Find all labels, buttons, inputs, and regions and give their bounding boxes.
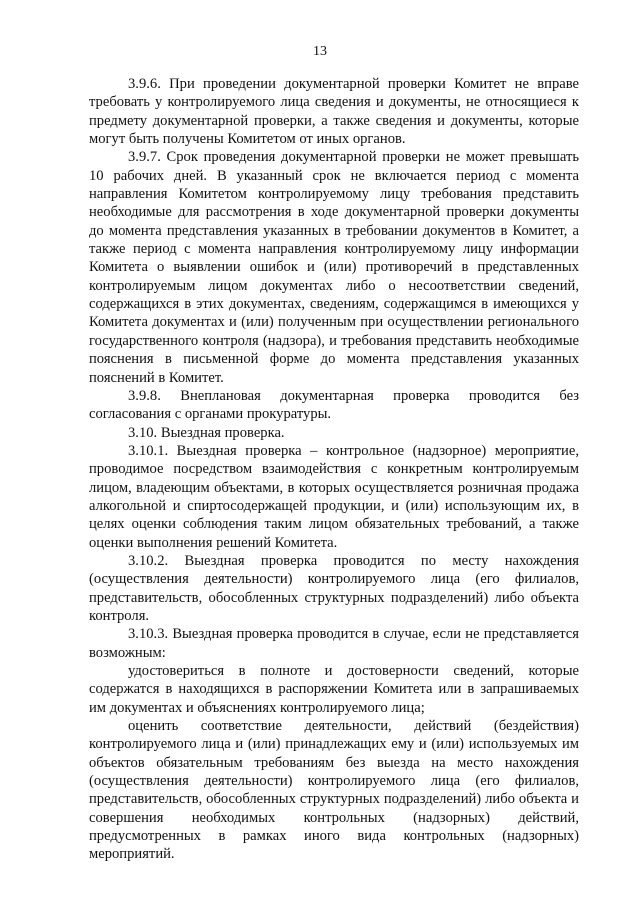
paragraph-3-9-7: 3.9.7. Срок проведения документарной проверки не может превышать 10 рабочих дней. В указанный срок не включается период с момента направления Комитетом контролируемому лицу требования представить необходимые для рассмотрения в ходе документарной проверки документы до момента представления указанных в требовании документов в Комитет, а также период с момента направления контролируемому лицу информации Комитета о выявлении ошибок и (или) противоречий в представленных контролируемым лицом документах либо о несоответствии сведений, содержащихся в этих документах, сведениям, содержащимся в имеющихся у Комитета документах и (или) полученным при осуществлении регионального государственного контроля (надзора), и требования представить необходимые пояснения в письменной форме до момента представления указанных пояснений в Комитет. <box>89 149 579 386</box>
page-number: 13 <box>313 44 327 59</box>
paragraph-3-10-2: 3.10.2. Выездная проверка проводится по месту нахождения (осуществления деятельности) контролируемого лица (его филиалов, представительств, обособленных структурных подразделений) либо объекта контроля. <box>89 552 579 624</box>
document-body <box>89 75 579 864</box>
section-heading-3-10: 3.10. Выездная проверка. <box>128 424 285 441</box>
list-item: удостовериться в полноте и достоверности сведений, которые содержатся в находящихся в распоряжении Комитета или в запрашиваемых им документах и объяснениях контролируемого лица; <box>89 663 579 716</box>
paragraph-3-9-8: 3.9.8. Внеплановая документарная проверка проводится без согласования с органами прокуратуры. <box>89 387 579 423</box>
paragraph-3-10-3: 3.10.3. Выездная проверка проводится в случае, если не представляется возможным: <box>89 626 579 661</box>
list-item: оценить соответствие деятельности, действий (бездействия) контролируемого лица и (или) принадлежащих ему и (или) используемых им объектов обязательным требованиям без выезда на место нахождения (осуществления деятельности) контролируемого лица (его филиалов, представительств, обособленных структурных подразделений) либо объекта и совершения необходимых контрольных (надзорных) действий, предусмотренных в рамках иного вида контрольных (надзорных) мероприятий. <box>89 718 579 863</box>
paragraph-3-10-1: 3.10.1. Выездная проверка – контрольное (надзорное) мероприятие, проводимое посредством взаимодействия с конкретным контролируемым лицом, владеющим объектами, в которых осуществляется розничная продажа алкогольной и спиртосодержащей продукции, и (или) использующим их, в целях оценки соблюдения таким лицом обязательных требований, а также оценки выполнения решений Комитета. <box>89 442 579 551</box>
paragraph-3-9-6: 3.9.6. При проведении документарной проверки Комитет не вправе требовать у контролируемого лица сведения и документы, не относящиеся к предмету документарной проверки, а также сведения и документы, которые могут быть получены Комитетом от иных органов. <box>89 76 579 148</box>
